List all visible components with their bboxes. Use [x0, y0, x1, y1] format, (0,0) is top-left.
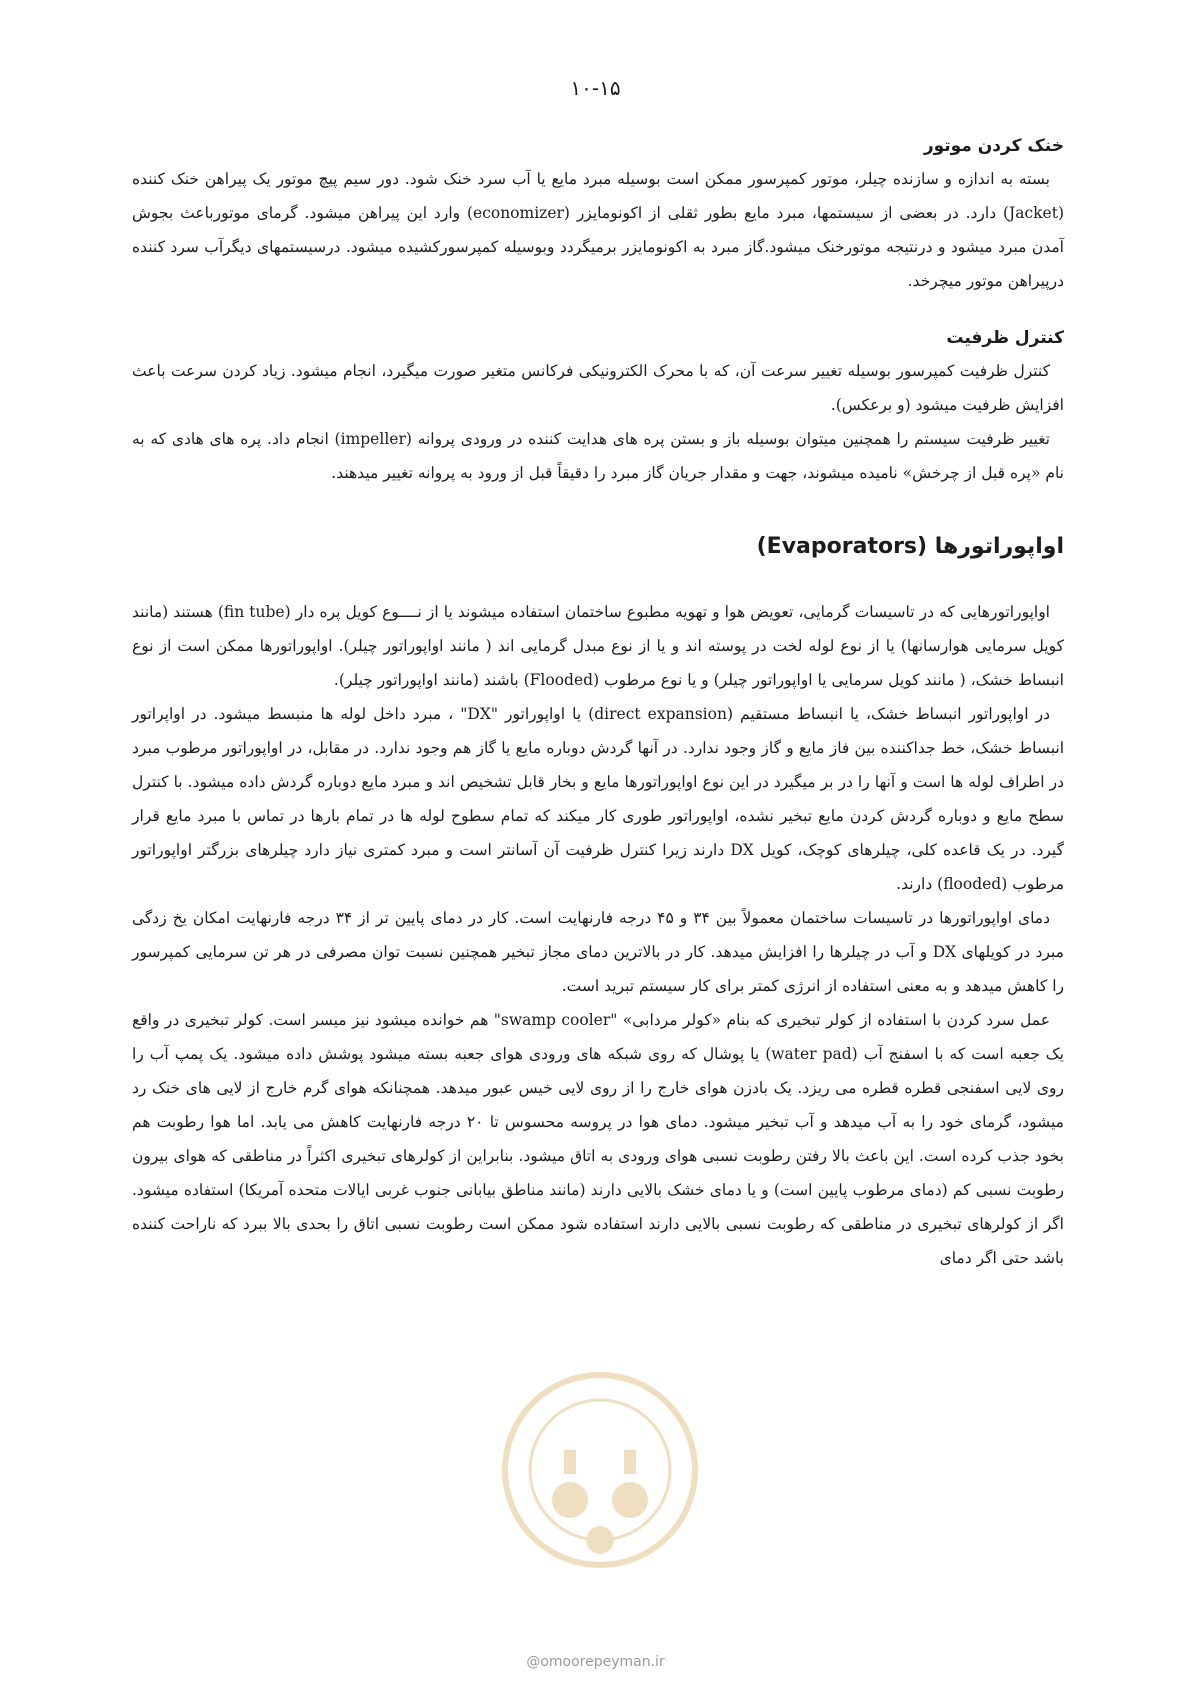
chapter-heading: اواپوراتورها (Evaporators) [756, 534, 1064, 559]
paragraph: تغییر ظرفیت سیستم را همچنین میتوان بوسیله باز و بستن پره های هدایت کننده در ورودی پروانه (impeller) انجام داد. پره های هادی که به نام «پره قبل از چرخش» نامیده میشوند، جهت و مقدار جریان گاز مبرد را دقیقاً قبل از ورود به پروانه تغییر میدهند. [132, 430, 1064, 482]
section-motor-cooling [132, 136, 1064, 298]
section-heading: خنک کردن موتور [923, 136, 1064, 156]
paragraph: در اواپوراتور انبساط خشک، یا انبساط مستقیم (direct expansion) یا اواپوراتور "DX" ، مبرد داخل لوله ها منبسط میشود. در اواپراتور انبساط خشک، خط جداکننده بین فاز مایع و گاز وجود ندارد. در آنها گردش دوباره مایع یا گاز هم وجود ندارد. در مقابل، در اواپوراتور مرطوب مبرد در اطراف لوله ها است و آنها را در بر میگیرد در این نوع اواپوراتورها مایع و بخار قابل تشخیص اند و مبرد مایع دوباره گردش داده میشود. با کنترل سطح مایع و دوباره گردش کردن مایع تبخیر نشده، اواپوراتور طوری کار میکند که تمام سطوح لوله ها در تمام بارها در تماس با مبرد مایع قرار گیرد. در یک قاعده کلی، چیلرهای کوچک، کویل DX دارند زیرا کنترل ظرفیت آن آسانتر است و مبرد کمتری نیاز دارد چیلرهای بزرگتر اواپوراتور مرطوب (flooded) دارند. [132, 705, 1064, 893]
page-number: ۱۰-۱۵ [570, 76, 621, 100]
section-heading: کنترل ظرفیت [946, 328, 1064, 348]
paragraph: کنترل ظرفیت کمپرسور بوسیله تغییر سرعت آن، که با محرک الکترونیکی فرکانس متغیر صورت میگیرد، انجام میشود. زیاد کردن سرعت باعث افزایش ظرفیت میشود (و برعکس). [132, 362, 1064, 414]
paragraph: بسته به اندازه و سازنده چیلر، موتور کمپرسور ممکن است بوسیله مبرد مایع یا آب سرد خنک شود. دور سیم پیچ موتور یک پیراهن خنک کننده (Jacket) دارد. در بعضی از سیستمها، مبرد مایع بطور ثقلی از اکونومایزر (economizer) وارد این پیراهن میشود. گرمای موتورباعث بجوش آمدن مبرد میشود و درنتیجه موتورخنک میشود.گاز مبرد به اکونومایزر برمیگردد وبوسیله کمپرسورکشیده میشود. درسیستمهای دیگرآب سرد کننده درپیراهن موتور میچرخد. [132, 170, 1064, 290]
footer-url: @omoorepeyman.ir [526, 1654, 665, 1670]
paragraph: دمای اواپوراتورها در تاسیسات ساختمان معمولاً بین ۳۴ و ۴۵ درجه فارنهایت است. کار در دمای پایین تر از ۳۴ درجه فارنهایت امکان یخ زدگی مبرد در کویلهای DX و آب در چیلرها را افزایش میدهد. کار در بالاترین دمای مجاز تبخیر همچنین نسبت توان مصرفی در هر تن سرمایی کمپرسور را کاهش میدهد و به معنی استفاده از انرژی کمتر برای کار سیستم تبرید است. [132, 909, 1064, 995]
document-body [132, 136, 1064, 1275]
section-evaporators [132, 534, 1064, 1275]
section-capacity-control [132, 328, 1064, 490]
gear-seal-logo-icon [480, 1360, 720, 1600]
paragraph: عمل سرد کردن با استفاده از کولر تبخیری که بنام «کولر مردابی» "swamp cooler" هم خوانده میشود نیز میسر است. کولر تبخیری در واقع یک جعبه است که با اسفنج آب (water pad) یا پوشال که روی شبکه های ورودی هوای جعبه بسته میشود پوشش داده میشود. یک پمپ آب را روی لایی اسفنجی قطره قطره می ریزد. یک بادزن هوای خارج را از روی لایی خیس عبور میدهد. همچنانکه هوای گرم خارج از لایی های خنک رد میشود، گرمای خود را به آب میدهد و آب تبخیر میشود. دمای هوا در پروسه محسوس تا ۲۰ درجه فارنهایت کاهش می یابد. اما هوا رطوبت هم بخود جذب کرده است. این باعث بالا رفتن رطوبت نسبی هوای ورودی به اتاق میشود. بنابراین از کولرهای تبخیری اکثراً در مناطقی که هوای بیرون رطوبت نسبی کم (دمای مرطوب پایین است) و یا دمای خشک بالایی دارند (مانند مناطق بیابانی جنوب غربی ایالات متحده آمریکا) استفاده میشود. اگر از کولرهای تبخیری در مناطقی که رطوبت نسبی بالایی دارند استفاده شود ممکن است رطوبت نسبی اتاق را بحدی بالا ببرد که ناراحت کننده باشد حتی اگر دمای [132, 1011, 1064, 1267]
paragraph: اواپوراتورهایی که در تاسیسات گرمایی، تعویض هوا و تهویه مطبوع ساختمان استفاده میشوند یا از نــــوع کویل پره دار (fin tube) هستند (مانند کویل سرمایی هوارسانها) یا از نوع لوله لخت در پوسته اند و یا از نوع مبدل گرمایی اند ( مانند اواپوراتور چیلر). اواپوراتورها ممکن است از نوع انبساط خشک، ( مانند کویل سرمایی یا اواپوراتور چیلر) و یا نوع مرطوب (Flooded) باشند (مانند اواپوراتور چیلر). [132, 603, 1064, 689]
